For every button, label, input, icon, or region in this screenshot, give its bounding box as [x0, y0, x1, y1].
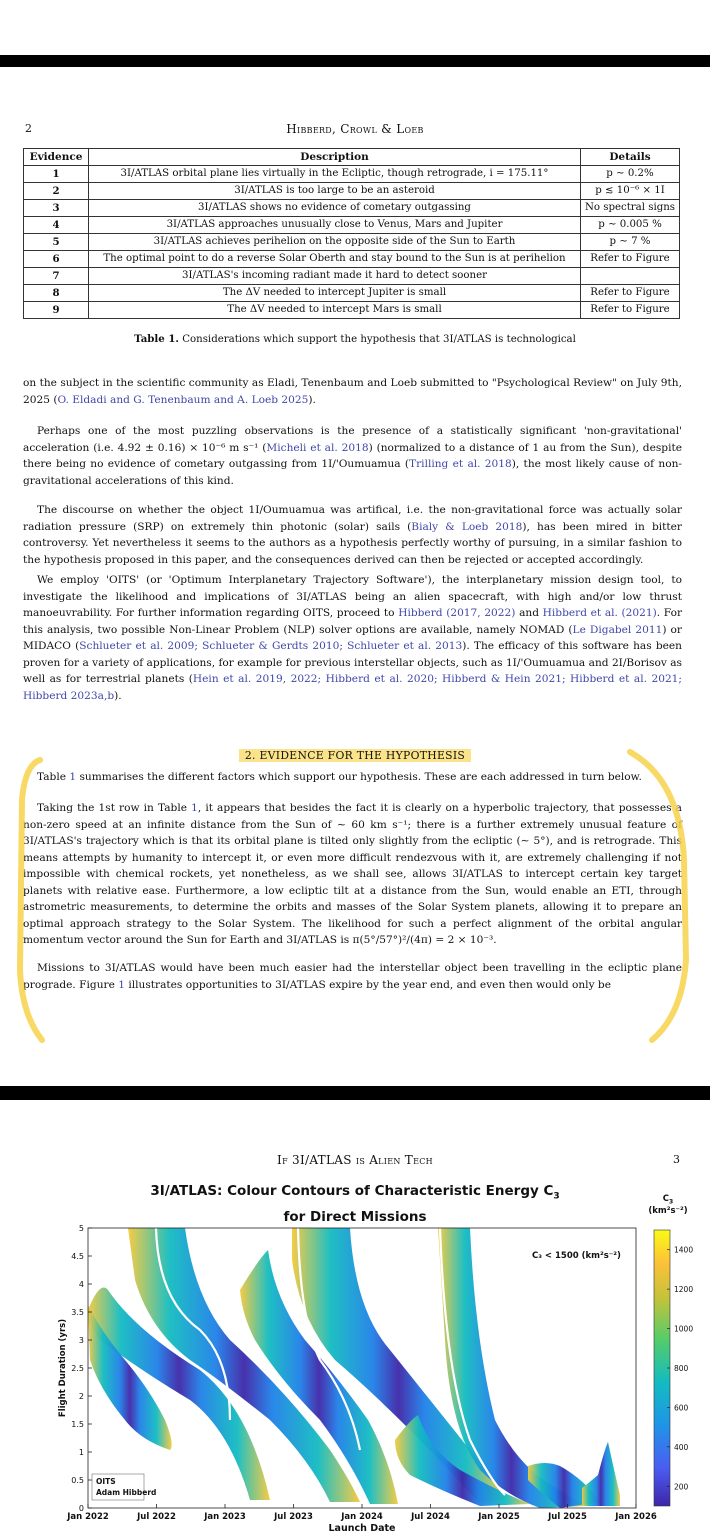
table-row: [24, 251, 680, 268]
x-tick-label: Jul 2022: [137, 1512, 176, 1522]
cell-details: p ∼ 7 %: [581, 234, 680, 251]
citation-hibberd-2021[interactable]: Hibberd et al. (2021): [542, 607, 657, 619]
y-tick-label: 1.5: [71, 1420, 84, 1429]
cell-details: Refer to Figure: [581, 302, 680, 319]
running-head: Hibberd, Crowl & Loeb: [286, 122, 424, 136]
citation-le-digabel[interactable]: Le Digabel 2011: [572, 623, 663, 636]
x-tick-label: Jan 2026: [615, 1512, 657, 1522]
cell-desc: 3I/ATLAS approaches unusually close to Venus, Mars and Jupiter: [89, 217, 581, 234]
running-head-page3: If 3I/ATLAS is Alien Tech: [277, 1153, 433, 1167]
x-tick-label: Jul 2024: [411, 1512, 450, 1522]
chart-title-sub: 3: [553, 1191, 560, 1202]
credit-author: Adam Hibberd: [96, 1488, 157, 1497]
cell-details: p ∼ 0.2%: [581, 166, 680, 183]
y-tick-label: 4: [78, 1280, 84, 1289]
colorbar-tick-label: 1400: [674, 1245, 694, 1255]
table-row: [24, 302, 680, 319]
cell-desc: 3I/ATLAS orbital plane lies virtually in the Ecliptic, though retrograde, i = 175.11°: [89, 166, 581, 183]
y-tick-label: 1: [78, 1448, 84, 1457]
figure-ref-1[interactable]: 1: [118, 978, 125, 991]
citation-trilling[interactable]: Trilling et al. 2018: [409, 458, 512, 470]
page-divider-bar: [0, 1086, 710, 1100]
p5-text-b: summarises the different factors which support our hypothesis. These are each addressed in turn below.: [76, 771, 642, 783]
table-ref-1[interactable]: 1: [69, 771, 77, 783]
cell-details: p ≲ 10⁻⁶ × 1I: [581, 183, 680, 200]
colorbar-title-sub: 3: [669, 1198, 674, 1206]
p4-text-a: We employ 'OITS' (or 'Optimum Interplanetary Trajectory Software'), the interplanetary mission design tool, to investigate the likelihood and implications of 3I/ATLAS being an alien spacecraft, with high and/or low thrust manoeuvrability. For further information regarding OITS, proceed to: [23, 574, 682, 619]
cell-desc: 3I/ATLAS achieves perihelion on the opposite side of the Sun to Earth: [89, 234, 581, 251]
cell-num: 9: [24, 302, 89, 319]
caption-label: Table 1.: [134, 333, 179, 345]
cell-num: 6: [24, 251, 89, 268]
citation-schlueter[interactable]: Schlueter et al. 2009; Schlueter & Gerdts 2010; Schlueter et al. 2013: [79, 640, 463, 652]
p2-text-a: Perhaps one of the most puzzling observations is the presence of a statistically significant 'non-gravitational' acceleration (i.e. 4.92 ± 0.16) × 10⁻⁶ m s⁻¹ (: [23, 425, 682, 454]
legend-threshold: C₃ < 1500 (km²s⁻²): [532, 1251, 621, 1261]
p3-text-a: The discourse on whether the object 1I/Oumuamua was artifical, i.e. the non-gravitational force was actually solar radiation pressure (SRP) on extremely thin photonic (solar) sails (: [23, 504, 682, 533]
citation-hein[interactable]: Hein et al. 2019, 2022; Hibberd et al. 2020; Hibberd & Hein 2021; Hibberd et al. 2021; Hibberd 2023a,b: [23, 673, 682, 702]
cell-desc: The optimal point to do a reverse Solar Oberth and stay bound to the Sun is at perihelion: [89, 251, 581, 268]
chart-title-line1: [0, 1183, 710, 1202]
cell-desc: 3I/ATLAS's incoming radiant made it hard to detect sooner: [89, 268, 581, 285]
citation-micheli[interactable]: Micheli et al. 2018: [266, 441, 369, 454]
y-tick-label: 5: [78, 1224, 84, 1233]
paragraph-1: [23, 375, 682, 408]
table-row: [24, 200, 680, 217]
p1-text-b: ).: [308, 393, 316, 406]
y-tick-label: 4.5: [71, 1252, 84, 1261]
cell-details: No spectral signs: [581, 200, 680, 217]
credit-oits: OITS: [96, 1477, 116, 1486]
cell-desc: 3I/ATLAS is too large to be an asteroid: [89, 183, 581, 200]
p2-text-c: ), the most likely cause of non-gravitational accelerations of this kind.: [23, 458, 682, 487]
x-tick-label: Jan 2022: [67, 1512, 109, 1522]
p7-text-a: Missions to 3I/ATLAS would have been much easier had the interstellar object been travelling in the ecliptic plane prograde. Figure: [23, 962, 682, 991]
cell-details: Refer to Figure: [581, 285, 680, 302]
p6-text-a: Taking the 1st row in Table: [37, 802, 192, 814]
cell-num: 8: [24, 285, 89, 302]
cell-desc: The ΔV needed to intercept Jupiter is small: [89, 285, 581, 302]
cell-num: 1: [24, 166, 89, 183]
paragraph-2: [23, 423, 682, 489]
p4-text-d: ) or MIDACO (: [23, 623, 683, 652]
colorbar-tick-label: 600: [674, 1403, 689, 1413]
p6-text-b: , it appears that besides the fact it is clearly on a hyperbolic trajectory, that possesses a non-zero speed at an infinite distance from the Sun of ∼ 60 km s⁻¹; there is a further extremely unusual feature of 3I/ATLAS's trajectory which is that its orbital plane is tilted only slightly from the ecliptic (∼ 5°), and is retrograde. This means attempts by humanity to intercept it, or even more difficult rendezvous with it, are extremely challenging if not impossible with chemical rockets, yet nonetheless, as we shall see, allows 3I/ATLAS to intercept certain key target planets with relative ease. Furthermore, a low ecliptic tilt at a distance from the Sun, would enable an ETI, through astrometric measurements, to determine the orbits and masses of the Solar System planets, allowing it to prepare an optimal approach strategy to the Solar System. The likelihood for such a perfect alignment of the orbital angular momentum vector around the Sun for Earth and 3I/ATLAS is π(5°/57°)²/(4π) = 2 × 10⁻³.: [23, 802, 682, 946]
table-caption: [0, 333, 710, 345]
y-tick-label: 2.5: [71, 1364, 84, 1373]
colorbar-tick-label: 1200: [674, 1285, 694, 1295]
table-row: [24, 285, 680, 302]
p3-text-b: ), has been mired in bitter controversy. Yet nevertheless it seems to the authors as a hypothesis perfectly worthy of pursuing, in a similar fashion to the hypothesis proposed in this paper, and the consequences derived can then be rejected or accepted accordingly.: [23, 520, 682, 566]
cell-num: 7: [24, 268, 89, 285]
paragraph-4: [23, 572, 682, 704]
p4-text-e: ). The efficacy of this software has been proven for a variety of applications, for example for previous interstellar objects, such as 1I/'Oumuamua and 2I/Borisov as well as for terrestrial planets (: [23, 640, 682, 685]
page-number-3: 3: [673, 1153, 680, 1166]
cell-num: 4: [24, 217, 89, 234]
page-number-2: 2: [25, 122, 32, 135]
colorbar-tick-label: 400: [674, 1442, 689, 1452]
contour-lobe-2025b: [582, 1442, 620, 1506]
y-tick-label: 0: [78, 1504, 84, 1513]
top-divider-bar: [0, 55, 710, 67]
cell-details: [581, 268, 680, 285]
citation-hibberd-2017[interactable]: Hibberd (2017, 2022): [398, 607, 516, 619]
colorbar-units: (km²s⁻²): [648, 1205, 688, 1216]
chart-title-text: 3I/ATLAS: Colour Contours of Characteristic Energy C: [150, 1183, 554, 1199]
chart-title-line2: for Direct Missions: [283, 1209, 427, 1225]
x-tick-label: Jan 2025: [478, 1512, 520, 1522]
x-tick-label: Jan 2024: [341, 1512, 383, 1522]
cell-desc: 3I/ATLAS shows no evidence of cometary outgassing: [89, 200, 581, 217]
header-details: Details: [581, 149, 680, 166]
p4-text-c: . For this analysis, two possible Non-Linear Problem (NLP) solver options are available, namely NOMAD (: [23, 607, 683, 636]
y-tick-label: 3.5: [71, 1308, 84, 1317]
y-axis-label: Flight Duration (yrs): [58, 1318, 68, 1418]
cell-desc: The ΔV needed to intercept Mars is small: [89, 302, 581, 319]
p1-text-a: on the subject in the scientific community as Eladi, Tenenbaum and Loeb submitted to "Psychological Review" on July 9th, 2025 (: [23, 377, 682, 406]
section-heading-text: 2. EVIDENCE FOR THE HYPOTHESIS: [239, 749, 471, 762]
cell-num: 3: [24, 200, 89, 217]
table-ref-1b[interactable]: 1: [191, 802, 198, 814]
table-row: [24, 217, 680, 234]
table-row: [24, 183, 680, 200]
colorbar-tick-label: 1000: [674, 1324, 694, 1334]
colorbar-tick-label: 800: [674, 1364, 689, 1373]
x-axis-label: Launch Date: [328, 1523, 396, 1534]
citation-eldadi[interactable]: O. Eldadi and G. Tenenbaum and A. Loeb 2025: [57, 393, 309, 406]
table-row: [24, 166, 680, 183]
p5-text-a: Table: [37, 771, 70, 783]
cell-details: p ∼ 0.005 %: [581, 217, 680, 234]
p4-text-b: and: [515, 607, 543, 619]
caption-text: Considerations which support the hypothesis that 3I/ATLAS is technological: [182, 334, 576, 345]
citation-bialy[interactable]: Bialy & Loeb 2018: [411, 520, 523, 533]
y-tick-label: 0.5: [71, 1476, 84, 1485]
x-tick-label: Jul 2025: [548, 1512, 587, 1522]
cell-details: Refer to Figure: [581, 251, 680, 268]
p4-text-f: ).: [114, 689, 122, 702]
colorbar-title-c: C: [662, 1194, 670, 1204]
y-tick-label: 2: [78, 1392, 84, 1401]
cell-num: 5: [24, 234, 89, 251]
colorbar-title: [648, 1194, 688, 1216]
c3-contour-chart: [0, 1220, 710, 1536]
p7-text-b: illustrates opportunities to 3I/ATLAS expire by the year end, and even then would only be: [124, 978, 611, 991]
colorbar-tick-label: 200: [674, 1482, 689, 1492]
paragraph-3: [23, 502, 682, 568]
header-description: Description: [89, 149, 581, 166]
table-row: [24, 268, 680, 285]
y-tick-label: 3: [78, 1336, 84, 1345]
cell-num: 2: [24, 183, 89, 200]
highlighter-annotation: [0, 740, 710, 1060]
header-evidence: Evidence: [24, 149, 89, 166]
table-row: [24, 234, 680, 251]
x-tick-label: Jan 2023: [204, 1512, 246, 1522]
evidence-table: [23, 148, 680, 319]
p2-text-b: ) (normalized to a distance of 1 au from the Sun), despite there being no evidence of cometary outgassing from 1I/'Oumuamua (: [23, 441, 682, 470]
x-tick-label: Jul 2023: [274, 1512, 313, 1522]
